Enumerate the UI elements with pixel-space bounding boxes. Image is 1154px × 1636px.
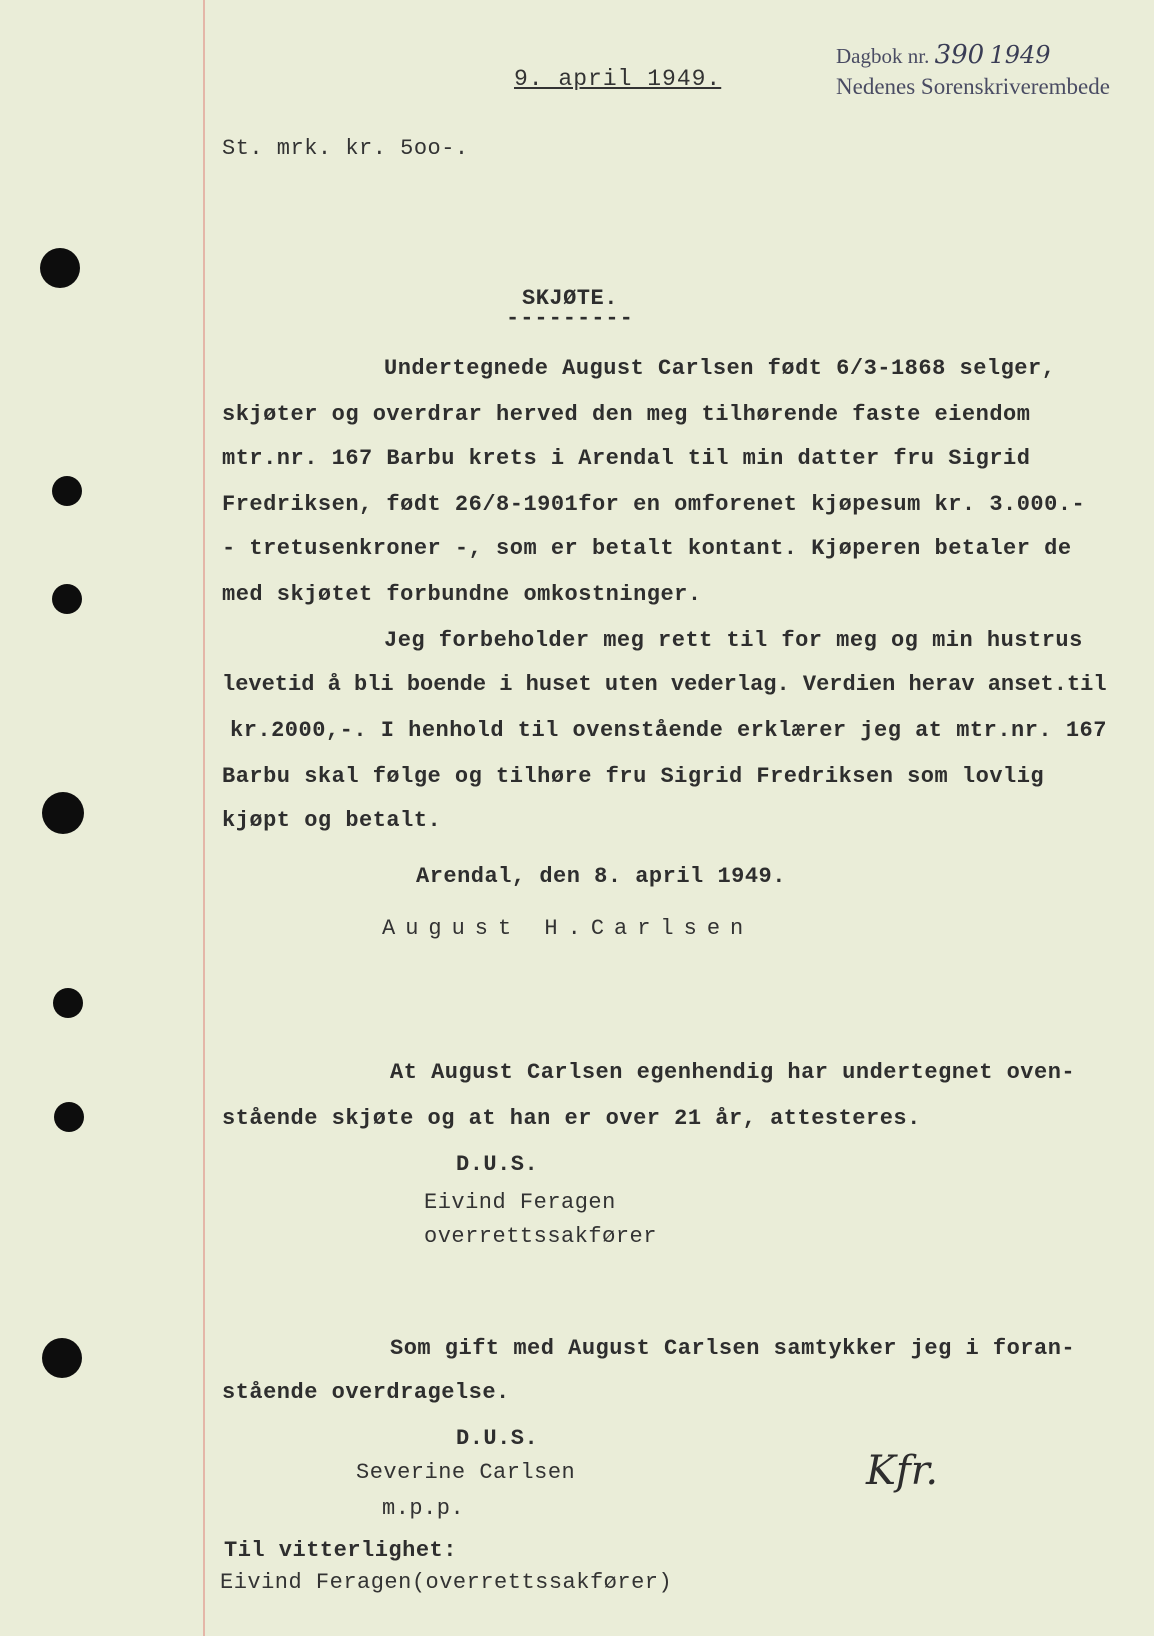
attest-title: overrettssakfører [424, 1224, 657, 1249]
document-date: 9. april 1949. [514, 66, 722, 92]
body-line: kr.2000,-. I henhold til ovenstående erklærer jeg at mtr.nr. 167 [230, 718, 1107, 743]
dagbok-stamp [836, 40, 1051, 70]
margin-line [203, 0, 205, 1636]
body-line: - tretusenkroner -, som er betalt kontant. Kjøperen betaler de [222, 536, 1072, 561]
attest-dus: D.U.S. [456, 1152, 539, 1177]
body-line: kjøpt og betalt. [222, 808, 442, 833]
body-line: Fredriksen, født 26/8-1901for en omforenet kjøpesum kr. 3.000.- [222, 492, 1086, 517]
attest-name: Eivind Feragen [424, 1190, 616, 1215]
attest-line: At August Carlsen egenhendig har undertegnet oven- [390, 1060, 1076, 1085]
body-line: levetid å bli boende i huset uten vederlag. Verdien herav anset.til [222, 672, 1107, 697]
deed-title: SKJØTE. [522, 286, 618, 311]
stamp-fee: St. mrk. kr. 5oo-. [222, 136, 469, 161]
witness-label: Til vitterlighet: [224, 1538, 457, 1563]
seller-signature: August H.Carlsen [382, 916, 754, 941]
punch-hole [52, 476, 82, 506]
office-stamp: Nedenes Sorenskriverembede [836, 74, 1110, 99]
place-date: Arendal, den 8. april 1949. [416, 864, 786, 889]
dagbok-number: 390 [934, 40, 985, 70]
title-rule: --------- [506, 306, 634, 331]
body-line: Barbu skal følge og tilhøre fru Sigrid Fredriksen som lovlig [222, 764, 1045, 789]
punch-hole [42, 792, 84, 834]
witness-name: Eivind Feragen(overrettssakfører) [220, 1570, 673, 1595]
dagbok-year: 1949 [989, 41, 1051, 69]
consent-line: stående overdragelse. [222, 1380, 510, 1405]
punch-hole [52, 584, 82, 614]
punch-hole [54, 1102, 84, 1132]
body-line: skjøter og overdrar herved den meg tilhørende faste eiendom [222, 402, 1031, 427]
punch-hole [53, 988, 83, 1018]
punch-hole [40, 248, 80, 288]
body-line: med skjøtet forbundne omkostninger. [222, 582, 702, 607]
consent-dus: D.U.S. [456, 1426, 539, 1451]
consent-line: Som gift med August Carlsen samtykker jeg i foran- [390, 1336, 1076, 1361]
consent-mpp: m.p.p. [382, 1496, 465, 1521]
punch-hole [42, 1338, 82, 1378]
body-line: mtr.nr. 167 Barbu krets i Arendal til min datter fru Sigrid [222, 446, 1031, 471]
attest-line: stående skjøte og at han er over 21 år, attesteres. [222, 1106, 921, 1131]
registrar-initials: Kfr. [866, 1448, 939, 1494]
body-line: Undertegnede August Carlsen født 6/3-1868 selger, [384, 356, 1056, 381]
dagbok-label: Dagbok nr. [836, 44, 930, 68]
body-line: Jeg forbeholder meg rett til for meg og min hustrus [384, 628, 1083, 653]
consent-name: Severine Carlsen [356, 1460, 576, 1485]
